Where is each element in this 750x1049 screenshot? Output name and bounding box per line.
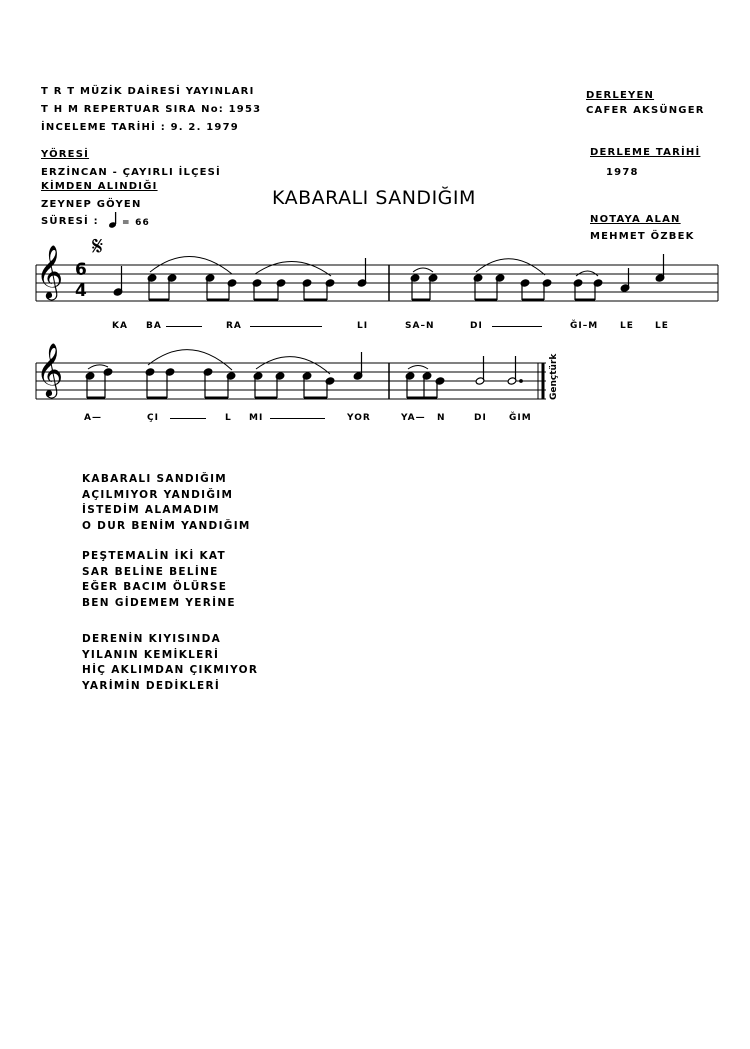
signature: Gençtürk xyxy=(549,353,559,400)
review-date: İNCELEME TARİHİ : 9. 2. 1979 xyxy=(41,122,239,133)
lyric-syllable: RA xyxy=(226,321,242,331)
origin-label: YÖRESİ xyxy=(41,149,90,160)
melisma-line xyxy=(250,326,322,327)
verse-line: KABARALI SANDIĞIM xyxy=(82,473,228,485)
notator-value: MEHMET ÖZBEK xyxy=(590,231,695,242)
verse-line: HİÇ AKLIMDAN ÇIKMIYOR xyxy=(82,664,259,676)
melisma-line xyxy=(166,326,202,327)
notes-staff-2 xyxy=(0,0,750,440)
lyric-syllable: SA–N xyxy=(405,321,435,331)
publisher-line: T R T MÜZİK DAİRESİ YAYINLARI xyxy=(41,86,255,97)
compiler-value: CAFER AKSÜNGER xyxy=(586,105,705,116)
lyric-syllable: LE xyxy=(655,321,669,331)
tempo-value: = 66 xyxy=(122,218,150,228)
melisma-line xyxy=(170,418,206,419)
verse-line: YARİMİN DEDİKLERİ xyxy=(82,679,221,692)
verse-line: İSTEDİM ALAMADIM xyxy=(82,504,220,516)
melisma-line xyxy=(492,326,542,327)
verse-line: BEN GİDEMEM YERİNE xyxy=(82,596,236,609)
lyric-syllable: L xyxy=(225,413,232,423)
lyric-syllable: MI xyxy=(249,413,264,423)
lyric-syllable: ĞI–M xyxy=(570,321,599,331)
verse-2 xyxy=(82,549,236,611)
treble-clef-icon: 𝄞 xyxy=(36,244,64,298)
lyric-syllable: LI xyxy=(357,321,369,331)
notator-label: NOTAYA ALAN xyxy=(590,214,681,225)
verse-line: O DUR BENİM YANDIĞIM xyxy=(82,519,251,532)
lyric-syllable: ĞIM xyxy=(509,413,532,423)
verse-3 xyxy=(82,632,258,694)
segno-icon: 𝄋 xyxy=(92,232,104,262)
tempo-label: SÜRESİ : xyxy=(41,216,99,227)
repertoire-number: T H M REPERTUAR SIRA No: 1953 xyxy=(41,104,262,115)
lyric-syllable: LE xyxy=(620,321,634,331)
compile-date-label: DERLEME TARİHİ xyxy=(590,147,701,158)
lyric-syllable: ÇI xyxy=(147,413,159,423)
time-signature-top: 6 xyxy=(75,260,87,280)
lyric-syllable: DI xyxy=(474,413,487,423)
verse-1 xyxy=(82,472,251,534)
lyric-syllable: YA— xyxy=(401,413,426,423)
lyric-syllable: KA xyxy=(112,321,128,331)
source-value: ZEYNEP GÖYEN xyxy=(41,199,142,210)
lyric-syllable: YOR xyxy=(347,413,371,423)
source-label: KİMDEN ALINDIĞI xyxy=(41,181,158,192)
origin-value: ERZİNCAN - ÇAYIRLI İLÇESİ xyxy=(41,167,221,178)
lyric-syllable: BA xyxy=(146,321,162,331)
lyric-syllable: DI xyxy=(470,321,483,331)
verse-line: AÇILMIYOR YANDIĞIM xyxy=(82,488,234,501)
melisma-line xyxy=(270,418,325,419)
compiler-label: DERLEYEN xyxy=(586,90,655,101)
lyric-syllable: N xyxy=(437,413,446,423)
verse-line: SAR BELİNE BELİNE xyxy=(82,565,219,578)
song-title: KABARALI SANDIĞIM xyxy=(272,187,476,209)
verse-line: YILANIN KEMİKLERİ xyxy=(82,648,220,661)
time-signature-bottom: 4 xyxy=(75,281,87,301)
verse-line: EĞER BACIM ÖLÜRSE xyxy=(82,581,228,593)
verse-line: PEŞTEMALİN İKİ KAT xyxy=(82,550,226,562)
treble-clef-icon: 𝄞 xyxy=(36,342,64,396)
lyric-syllable: A— xyxy=(84,413,102,423)
verse-line: DERENİN KIYISINDA xyxy=(82,633,222,645)
compile-date-value: 1978 xyxy=(606,167,639,178)
